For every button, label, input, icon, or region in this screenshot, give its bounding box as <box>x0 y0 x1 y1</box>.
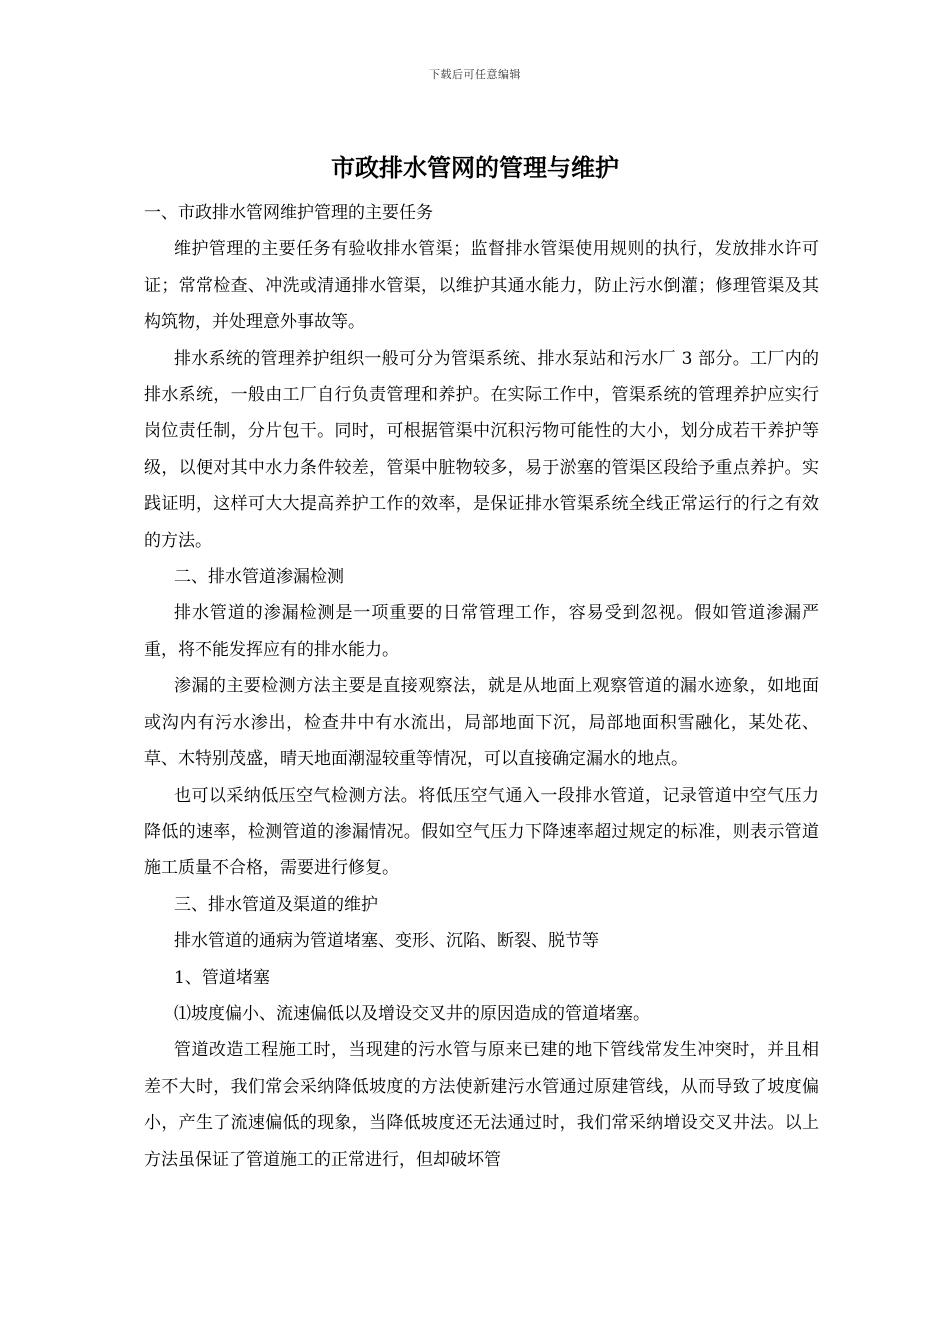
paragraph: 渗漏的主要检测方法主要是直接观察法，就是从地面上观察管道的漏水迹象，如地面或沟内有污水渗出，检查井中有水流出，局部地面下沉，局部地面积雪融化，某处花、草、木特别茂盛，晴天地面潮湿较重等情况，可以直接确定漏水的地点。 <box>144 676 819 770</box>
paragraph: 维护管理的主要任务有验收排水管渠；监督排水管渠使用规则的执行，发放排水许可证；常常检查、冲洗或清通排水管渠，以维护其通水能力，防止污水倒灌；修理管渠及其构筑物，并处理意外事故等。 <box>144 239 819 333</box>
paragraph: 排水系统的管理养护组织一般可分为管渠系统、排水泵站和污水厂 3 部分。工厂内的排水系统，一般由工厂自行负责管理和养护。在实际工作中，管渠系统的管理养护应实行岗位责任制，分片包干。同时，可根据管渠中沉积污物可能性的大小，划分成若干养护等级，以便对其中水力条件较差，管渠中脏物较多，易于淤塞的管渠区段给予重点养护。实践证明，这样可大大提高养护工作的效率，是保证排水管渠系统全线正常运行的行之有效的方法。 <box>144 348 819 551</box>
page-title: 市政排水管网的管理与维护 <box>331 153 619 182</box>
paragraph: 排水管道的渗漏检测是一项重要的日常管理工作，容易受到忽视。假如管道渗漏严重，将不能发挥应有的排水能力。 <box>144 603 819 660</box>
subsection-heading: 1、管道堵塞 <box>174 967 270 988</box>
paragraph: 排水管道的通病为管道堵塞、变形、沉陷、断裂、脱节等 <box>174 931 599 952</box>
paragraph: 也可以采纳低压空气检测方法。将低压空气通入一段排水管道，记录管道中空气压力降低的速率，检测管道的渗漏情况。假如空气压力下降速率超过规定的标准，则表示管道施工质量不合格，需要进行修复。 <box>144 785 819 879</box>
header-note: 下载后可任意编辑 <box>429 68 521 81</box>
paragraph: 管道改造工程施工时，当现建的污水管与原来已建的地下管线常发生冲突时，并且相差不大时，我们常会采纳降低坡度的方法使新建污水管通过原建管线，从而导致了坡度偏小，产生了流速偏低的现象，当降低坡度还无法通过时，我们常采纳增设交叉井法。以上方法虽保证了管道施工的正常进行，但却破坏管 <box>144 1040 819 1170</box>
document-body <box>144 195 819 1178</box>
subsection-item: ⑴坡度偏小、流速偏低以及增设交叉井的原因造成的管道堵塞。 <box>174 1003 650 1024</box>
section-heading-3: 三、排水管道及渠道的维护 <box>174 894 378 915</box>
section-heading-1: 一、市政排水管网维护管理的主要任务 <box>144 203 433 223</box>
section-heading-2: 二、排水管道渗漏检测 <box>174 567 344 588</box>
